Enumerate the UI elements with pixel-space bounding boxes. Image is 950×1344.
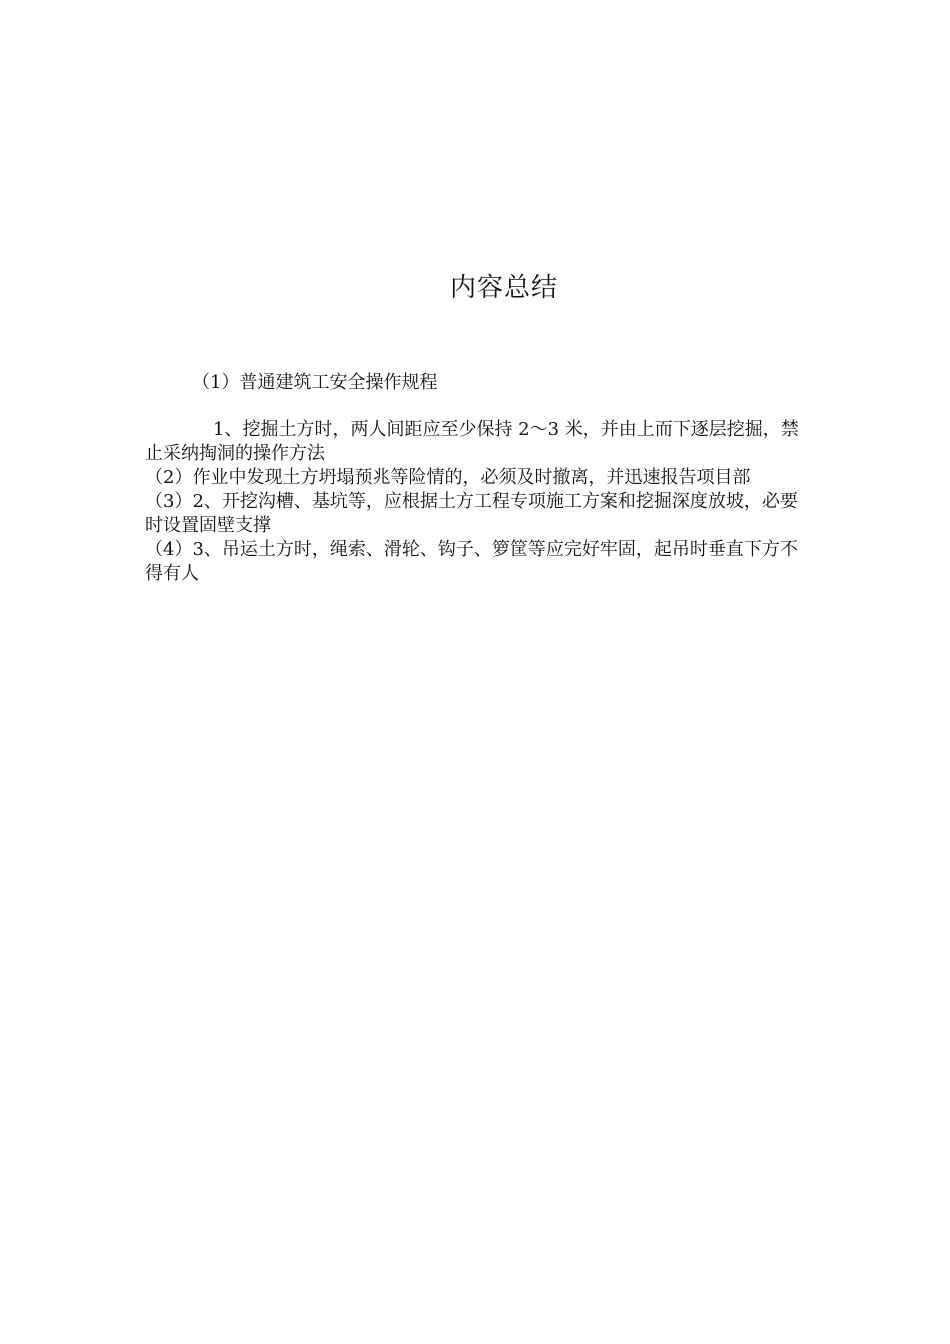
paragraph-2: （2）作业中发现土方坍塌预兆等险情的，必须及时撤离，并迅速报告项目部: [145, 467, 751, 488]
paragraph-3: （3）2、开挖沟槽、基坑等，应根据土方工程专项施工方案和挖掘深度放坡，必要时设置固壁支撑: [145, 491, 798, 536]
paragraph-4: （4）3、吊运土方时，绳索、滑轮、钩子、箩筐等应完好牢固，起吊时垂直下方不得有人: [145, 539, 798, 584]
section-heading: （1）普通建筑工安全操作规程: [192, 372, 438, 393]
document-body: [145, 418, 805, 586]
paragraph-1: 1、挖掘土方时，两人间距应至少保持 2～3 米，并由上而下逐层挖掘，禁止采纳掏洞的操作方法: [145, 419, 799, 464]
document-title: 内容总结: [449, 273, 558, 303]
